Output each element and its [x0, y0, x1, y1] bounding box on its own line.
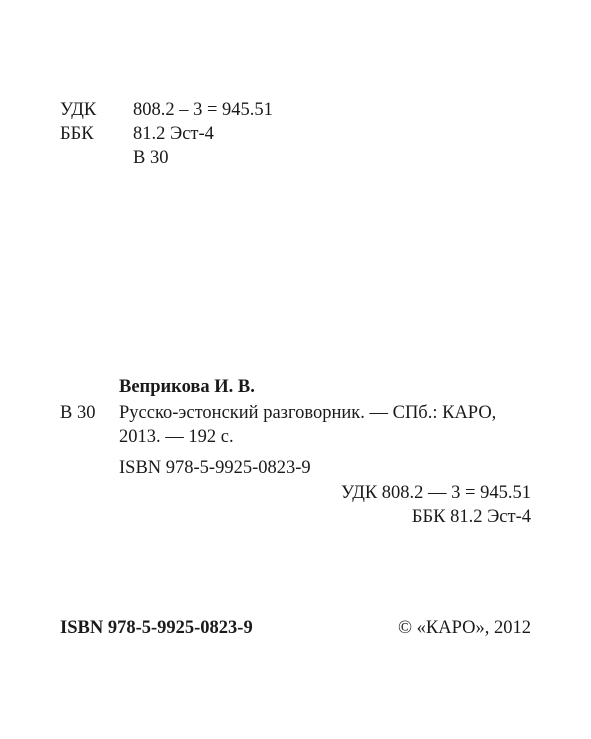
bbk-value: 81.2 Эст-4	[133, 124, 214, 144]
card-bbk: ББК 81.2 Эст-4	[411, 507, 531, 527]
footer-isbn: ISBN 978-5-9925-0823-9	[60, 618, 253, 638]
udk-value: 808.2 – 3 = 945.51	[133, 100, 273, 120]
card-author: Вeприкова И. В.	[119, 377, 255, 397]
card-isbn: ISBN 978-5-9925-0823-9	[119, 458, 311, 478]
card-udk: УДК 808.2 — 3 = 945.51	[341, 483, 531, 503]
bbk-label: ББК	[60, 124, 94, 144]
footer-copyright: © «КАРО», 2012	[397, 618, 531, 638]
author-mark-top: В 30	[133, 148, 169, 168]
card-title-line2: 2013. — 192 с.	[119, 427, 234, 447]
udk-label: УДК	[60, 100, 97, 120]
card-title-line1: Русско-эстонский разговорник. — СПб.: КАРО,	[119, 403, 497, 423]
card-author-mark: В 30	[60, 403, 96, 423]
